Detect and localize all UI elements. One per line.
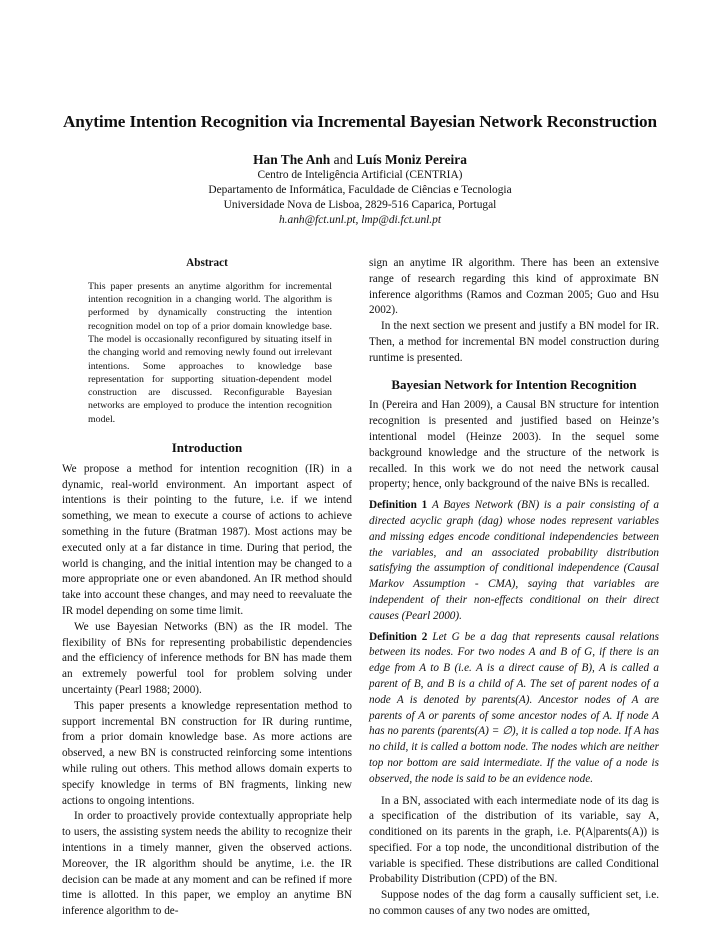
right-column [369, 256, 659, 920]
intro-paragraph: We use Bayesian Networks (BN) as the IR model. The flexibility of BNs for representing probabilistic dependencies and the efficiency of inference methods for BN has made them an extremely powerful tool for problem solving under uncertainty (Pearl 1988; 2000). [62, 620, 352, 697]
author-2: Luís Moniz Pereira [356, 152, 467, 167]
intro-paragraph: In order to proactively provide contextually appropriate help to users, the assisting system needs the ability to recognize their intentions in a timely manner, given the observed actions. Moreover, the IR algorithm should be anytime, i.e. the IR decision can be made at any moment and can be refined if more time is allotted. In this paper, we employ an anytime BN inference algorithm to de- [62, 810, 352, 918]
body-paragraph: In a BN, associated with each intermediate node of its dag is a specification of the distribution of its variable, say A, conditioned on its parents in the graph, i.e. P(A|parents(A)) is specified. For a top node, the unconditional distribution of the variable is specified. These distributions are called Conditional Probability Distribution (CPD) of the BN. [369, 794, 659, 886]
intro-paragraph: This paper presents a knowledge representation method to support incremental BN construction for IR during runtime, from a prior domain knowledge base. As more actions are observed, a new BN is constructed reinforcing some intentions while ruling out others. This method allows domain experts to specify knowledge in terms of BN fragments, linking new actions to ongoing intentions. [62, 699, 352, 807]
body-paragraph: Suppose nodes of the dag form a causally sufficient set, i.e. no common causes of any two nodes are omitted, [369, 889, 659, 918]
author-emails: h.anh@fct.unl.pt, lmp@di.fct.unl.pt [278, 214, 442, 226]
body-paragraph: sign an anytime IR algorithm. There has been an extensive range of research regarding this kind of approximate BN inference algorithms (Ramos and Cozman 2005; Guo and Hsu 2002). [369, 257, 659, 317]
paper-title: Anytime Intention Recognition via Incremental Bayesian Network Reconstruction [63, 112, 657, 131]
body-paragraph: In the next section we present and justify a BN model for IR. Then, a method for incremental BN model construction during runtime is presented. [369, 320, 659, 364]
definition-text: A Bayes Network (BN) is a pair consisting of a directed acyclic graph (dag) whose nodes represent variables and missing edges encode conditional independencies between the variables, and an associated probability distribution satisfying the assumption of conditional independence (Causal Markov Assumption - CMA), saying that variables are independent of their non-effects conditional on their direct causes (Pearl 2000). [369, 499, 660, 622]
author-1: Han The Anh [253, 152, 331, 167]
definition-text: Let G be a dag that represents causal relations between its nodes. For two nodes A and B of G, if there is an edge from A to B (i.e. A is a direct cause of B), A is called a parent of B, and B is a child of A. The set of parent nodes of a node A is denoted by parents(A). Ancestor nodes of A are parents of A or parents of some ancestor nodes of A. If node A has no parents (parents(A) = ∅), it is called a top node. If A has no child, it is called a bottom node. The nodes which are neither top nor bottom are said intermediate. If the value of a node is observed, the node is said to be an evidence node. [369, 630, 660, 785]
affiliation-line: Centro de Inteligência Artificial (CENTRIA) [257, 169, 463, 181]
author-line [0, 152, 720, 168]
author-conjunction: and [333, 152, 353, 167]
affiliation-block [0, 168, 720, 228]
affiliation-line: Departamento de Informática, Faculdade de Ciências e Tecnologia [208, 184, 512, 196]
bn-section-heading: Bayesian Network for Intention Recognition [391, 376, 637, 392]
intro-paragraph: We propose a method for intention recognition (IR) in a dynamic, real-world environment. An important aspect of intentions is their pointing to the future, i.e. if we intend something, we mean to execute a course of actions to achieve something in the future (Bratman 1987). Most actions may be executed only at a far distance in time. During that period, the world is changing, and the initial intention may be changed to a more appropriate one or even abandoned. An IR method should take into account these changes, and may need to reevaluate the IR model depending on some time limit. [62, 462, 352, 618]
abstract-text: This paper presents an anytime algorithm for incremental intention recognition in a changing world. The algorithm is performed by dynamically constructing the intention recognition model on top of a prior domain knowledge base. The model is occasionally reconfigured by situating itself in the changing world and removing newly found out irrelevant intentions. Some approaches to knowledge base representation for supporting situation-dependent model construction are discussed. Reconfigurable Bayesian networks are employed to produce the intention recognition model. [88, 280, 332, 425]
left-column [62, 256, 352, 920]
definition-label: Definition 1 [369, 499, 428, 512]
introduction-heading: Introduction [171, 440, 243, 456]
definition-1 [369, 498, 659, 624]
body-paragraph: In (Pereira and Han 2009), a Causal BN structure for intention recognition is presented and justified based on Heinze’s intentional model (Heinze 2003). In the sequel some background knowledge and the structure of the network is recalled. In this work we do not need the network causal property; hence, only background of the naive BNs is recalled. [369, 399, 659, 491]
abstract-heading: Abstract [186, 257, 228, 269]
definition-label: Definition 2 [369, 630, 428, 643]
definition-2 [369, 630, 659, 788]
affiliation-line: Universidade Nova de Lisboa, 2829-516 Caparica, Portugal [223, 199, 497, 211]
